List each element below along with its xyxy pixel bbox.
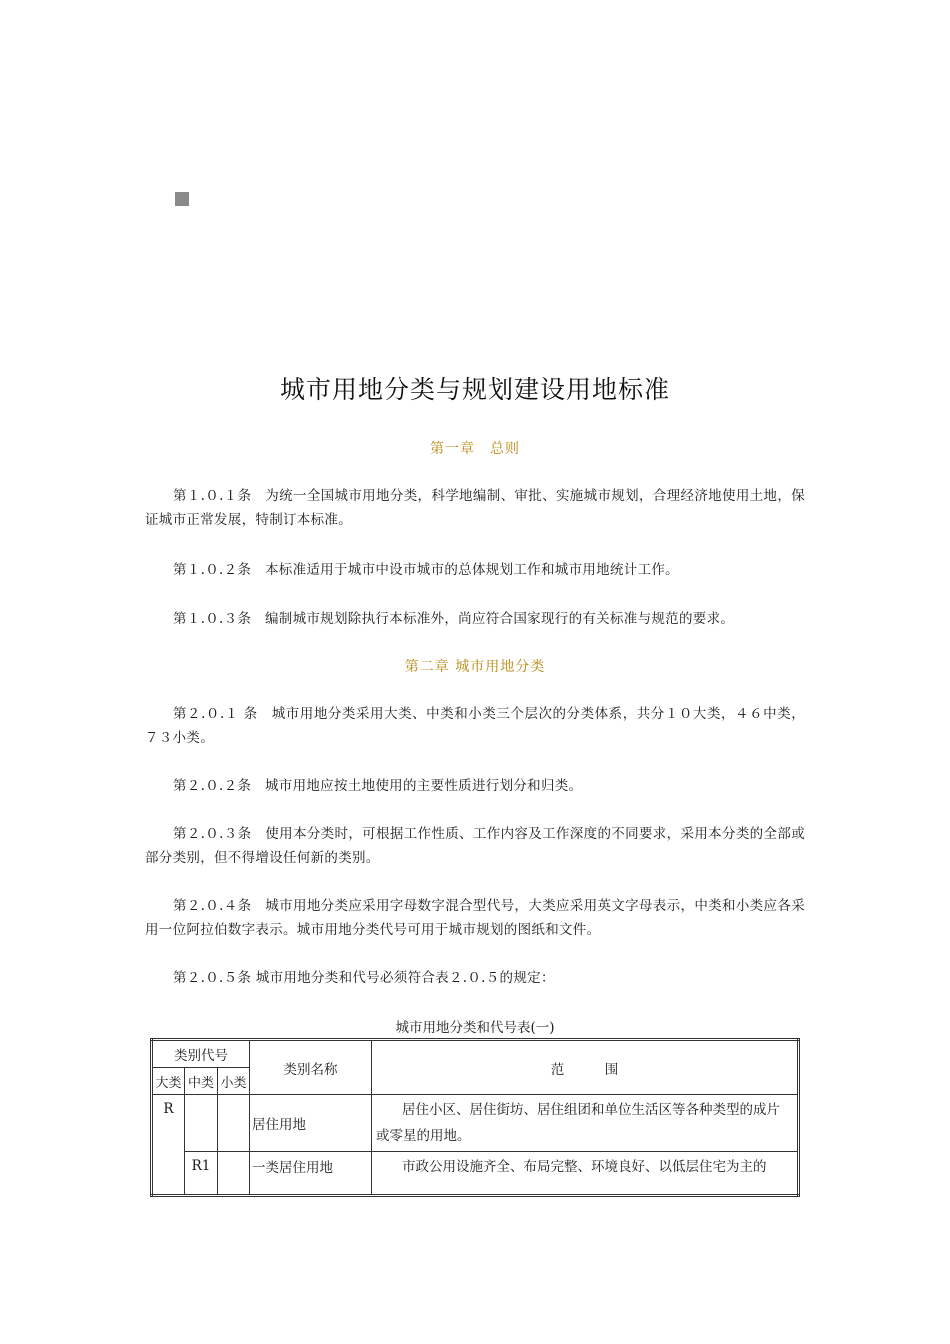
header-medium: 中类 (185, 1068, 218, 1095)
header-minor: 小类 (218, 1068, 250, 1095)
article-1-0-2: 第１.０.２条 本标准适用于城市中设市城市的总体规划工作和城市用地统计工作。 (173, 562, 679, 578)
article-1-0-1: 第１.０.１条 为统一全国城市用地分类，科学地编制、审批、实施城市规划，合理经济地使用土地，保证城市正常发展，特制订本标准。 (145, 488, 805, 528)
header-range: 范 围 (372, 1040, 799, 1095)
cell-range: 市政公用设施齐全、布局完整、环境良好、以低层住宅为主的 (372, 1152, 799, 1196)
article-2-0-1: 第２.０.１ 条 城市用地分类采用大类、中类和小类三个层次的分类体系，共分１０大类，４６中类，７３小类。 (145, 706, 805, 746)
table-row (152, 1095, 799, 1152)
header-name: 类别名称 (250, 1040, 372, 1095)
article-2-0-4: 第２.０.４条 城市用地分类应采用字母数字混合型代号，大类应采用英文字母表示，中类和小类应各采用一位阿拉伯数字表示。城市用地分类代号可用于城市规划的图纸和文件。 (145, 898, 805, 938)
header-major: 大类 (152, 1068, 185, 1095)
article-1-0-3: 第１.０.３条 编制城市规划除执行本标准外，尚应符合国家现行的有关标准与规范的要求。 (173, 611, 735, 627)
cell-minor-code (218, 1152, 250, 1196)
gray-square-icon (175, 192, 189, 206)
article-2-0-3: 第２.０.３条 使用本分类时，可根据工作性质、工作内容及工作深度的不同要求，采用本分类的全部或部分类别，但不得增设任何新的类别。 (145, 826, 805, 866)
article-2-0-2: 第２.０.２条 城市用地应按土地使用的主要性质进行划分和归类。 (173, 778, 583, 794)
cell-major-code: R (152, 1095, 185, 1196)
cell-minor-code (218, 1095, 250, 1152)
land-use-code-table (150, 1038, 800, 1197)
cell-medium-code: R1 (185, 1152, 218, 1196)
document-title: 城市用地分类与规划建设用地标准 (279, 375, 670, 404)
table-header-row-1 (152, 1040, 799, 1068)
chapter-heading-1: 第一章 总则 (430, 441, 520, 457)
cell-range: 居住小区、居住街坊、居住组团和单位生活区等各种类型的成片或零星的用地。 (372, 1095, 799, 1152)
cell-medium-code (185, 1095, 218, 1152)
table-row (152, 1152, 799, 1196)
cell-category-name: 一类居住用地 (250, 1152, 372, 1196)
header-code-group: 类别代号 (152, 1040, 250, 1068)
chapter-heading-2: 第二章 城市用地分类 (404, 659, 546, 675)
article-2-0-5: 第２.０.５条 城市用地分类和代号必须符合表２.０.５的规定： (173, 970, 555, 986)
cell-category-name: 居住用地 (250, 1095, 372, 1152)
table-caption: 城市用地分类和代号表(一) (395, 1020, 555, 1036)
